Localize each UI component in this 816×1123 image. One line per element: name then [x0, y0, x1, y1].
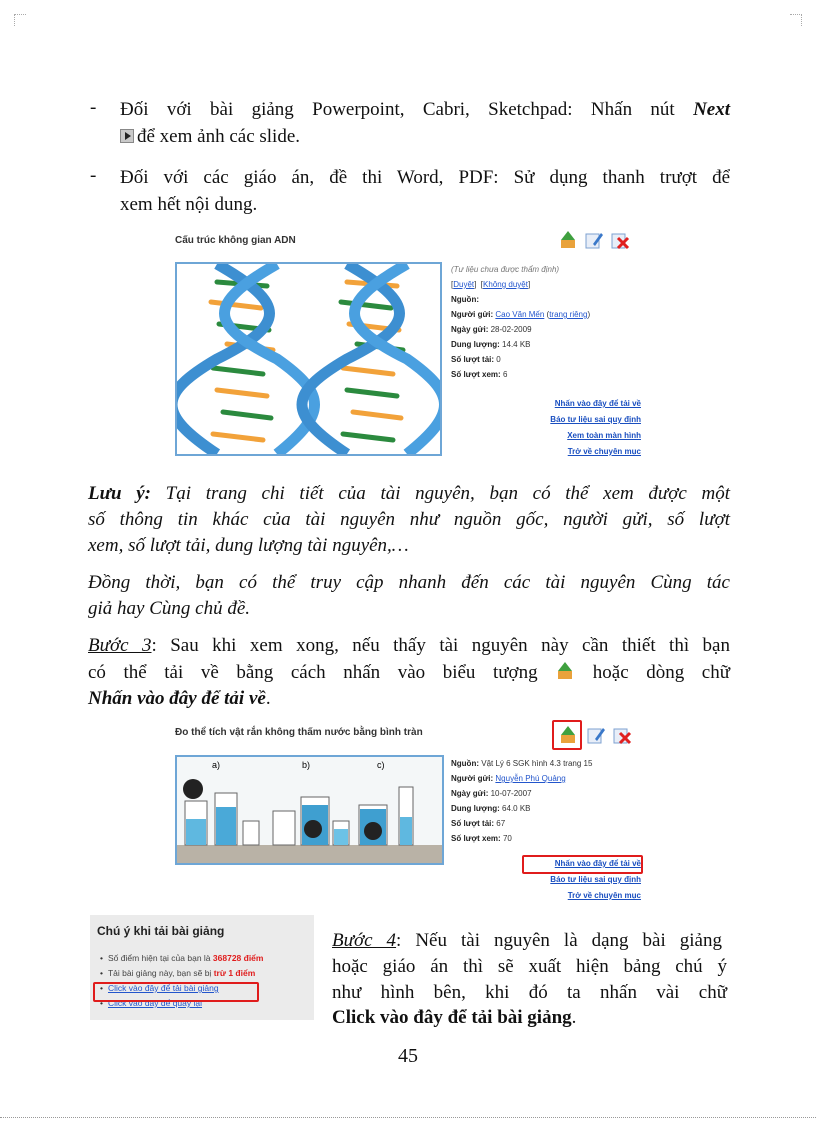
- resource-title: Đo thể tích vật rắn không thấm nước bằng bình tràn: [175, 727, 423, 738]
- sender-link[interactable]: Nguyễn Phú Quảng: [495, 774, 566, 783]
- page-number: 45: [398, 1045, 418, 1067]
- download-icon[interactable]: [558, 725, 578, 745]
- back-to-category-link[interactable]: Trở về chuyên mục: [567, 891, 641, 900]
- dna-helix-left: [177, 264, 315, 454]
- next-button-icon: [120, 129, 134, 143]
- download-link[interactable]: Nhấn vào đây để tải về: [554, 399, 641, 408]
- approve-link[interactable]: Duyệt: [453, 280, 475, 289]
- resource-detail-screenshot-2: [172, 718, 647, 908]
- download-lesson-link[interactable]: Click vào đây để tải bài giảng: [107, 983, 219, 993]
- edit-icon[interactable]: [584, 230, 604, 250]
- back-to-category-link[interactable]: Trở về chuyên mục: [567, 447, 641, 456]
- notice-title: Chú ý khi tải bài giảng: [97, 924, 225, 938]
- resource-detail-screenshot-1: [172, 226, 647, 464]
- step3-line1: Bước 3: Sau khi xem xong, nếu thấy tài nguyên này cần thiết thì bạn: [88, 635, 730, 656]
- go-back-link[interactable]: Click vào đây để quay lại: [107, 998, 203, 1008]
- note-line1: Lưu ý: Tại trang chi tiết của tài nguyên, bạn có thể xem được một: [88, 483, 730, 504]
- step3-line2: có thể tải về bằng cách nhấn vào biểu tượng hoặc dòng chữ: [88, 662, 730, 683]
- vessel-group-c: [359, 787, 413, 845]
- step3-line3: Nhấn vào đây để tải về.: [88, 688, 271, 709]
- figure-label-b: b): [302, 760, 311, 770]
- bullet2-line2: xem hết nội dung.: [120, 194, 258, 215]
- fullscreen-link[interactable]: Xem toàn màn hình: [567, 431, 641, 440]
- bullet1-line1: Đối với bài giảng Powerpoint, Cabri, Sketchpad: Nhấn nút Next: [120, 99, 730, 120]
- figure-label-a: a): [212, 760, 221, 770]
- personal-page-link[interactable]: trang riêng: [549, 310, 588, 319]
- resource-meta: (Tư liệu chưa được thẩm định) [Duyệt] [Không duyệt] Nguồn: Người gửi: Cao Văn Mến (trang riêng) Ngày gửi: 28-02-2009 Dung lượng: 14.4 KB Số lượt tải: 0 Số lượt xem: 6: [451, 262, 590, 382]
- download-notice-panel: [90, 915, 314, 1020]
- status-text: (Tư liệu chưa được thẩm định): [451, 265, 560, 274]
- resource-meta: Nguồn: Vật Lý 6 SGK hình 4.3 trang 15 Người gửi: Nguyễn Phú Quảng Ngày gửi: 10-07-2007 Dung lượng: 64.0 KB Số lượt tải: 67 Số lượt xem: 70: [451, 759, 593, 843]
- bullet1-line2: để xem ảnh các slide.: [120, 124, 300, 150]
- resource-actions: [550, 396, 641, 460]
- note-line2: số thông tin khác của tài nguyên như nguồn gốc, người gửi, số lượt: [88, 509, 730, 530]
- bullet-dash: -: [90, 97, 97, 118]
- notice-points-item: • Số điểm hiện tại của bạn là 368728 điểm: [100, 951, 263, 966]
- bullet2-line1: Đối với các giáo án, đề thi Word, PDF: Sử dụng thanh trượt để: [120, 167, 730, 188]
- sender-link[interactable]: Cao Văn Mến: [495, 310, 545, 319]
- step4-line3: như hình bên, khi đó ta nhấn vài chữ: [332, 982, 727, 1003]
- overflow-vessel-image: [175, 755, 444, 865]
- note-line3: xem, số lượt tải, dung lượng tài nguyên,…: [88, 535, 409, 556]
- report-link[interactable]: Báo tư liệu sai quy định: [550, 415, 641, 424]
- report-link[interactable]: Báo tư liệu sai quy định: [550, 875, 641, 884]
- step4-line4: Click vào đây để tải bài giảng.: [332, 1007, 577, 1028]
- download-icon[interactable]: [558, 230, 578, 250]
- step4-line1: Bước 4: Nếu tài nguyên là dạng bài giảng: [332, 930, 722, 951]
- step4-line2: hoặc giáo án thì sẽ xuất hiện bảng chú ý: [332, 956, 727, 977]
- also-line1: Đồng thời, bạn có thể truy cập nhanh đến các tài nguyên Cùng tác: [88, 572, 730, 593]
- also-line2: giả hay Cùng chủ đề.: [88, 598, 251, 619]
- figure-label-c: c): [377, 760, 385, 770]
- delete-icon[interactable]: [612, 725, 632, 745]
- delete-icon[interactable]: [610, 230, 630, 250]
- bullet-dash: -: [90, 165, 97, 186]
- download-link[interactable]: Nhấn vào đây để tải về: [554, 859, 641, 868]
- reject-link[interactable]: Không duyệt: [483, 280, 528, 289]
- dna-image: [175, 262, 442, 456]
- notice-cost-item: • Tải bài giảng này, bạn sẽ bị trừ 1 điểm: [100, 966, 263, 981]
- edit-icon[interactable]: [586, 725, 606, 745]
- vessel-group-b: [273, 797, 349, 845]
- vessel-group-a: [183, 779, 259, 845]
- download-icon: [555, 660, 575, 682]
- resource-title: Cấu trúc không gian ADN: [175, 235, 296, 246]
- download-lesson-highlight: [93, 982, 259, 1002]
- resource-actions: [550, 856, 641, 904]
- dna-helix-right: [302, 264, 440, 454]
